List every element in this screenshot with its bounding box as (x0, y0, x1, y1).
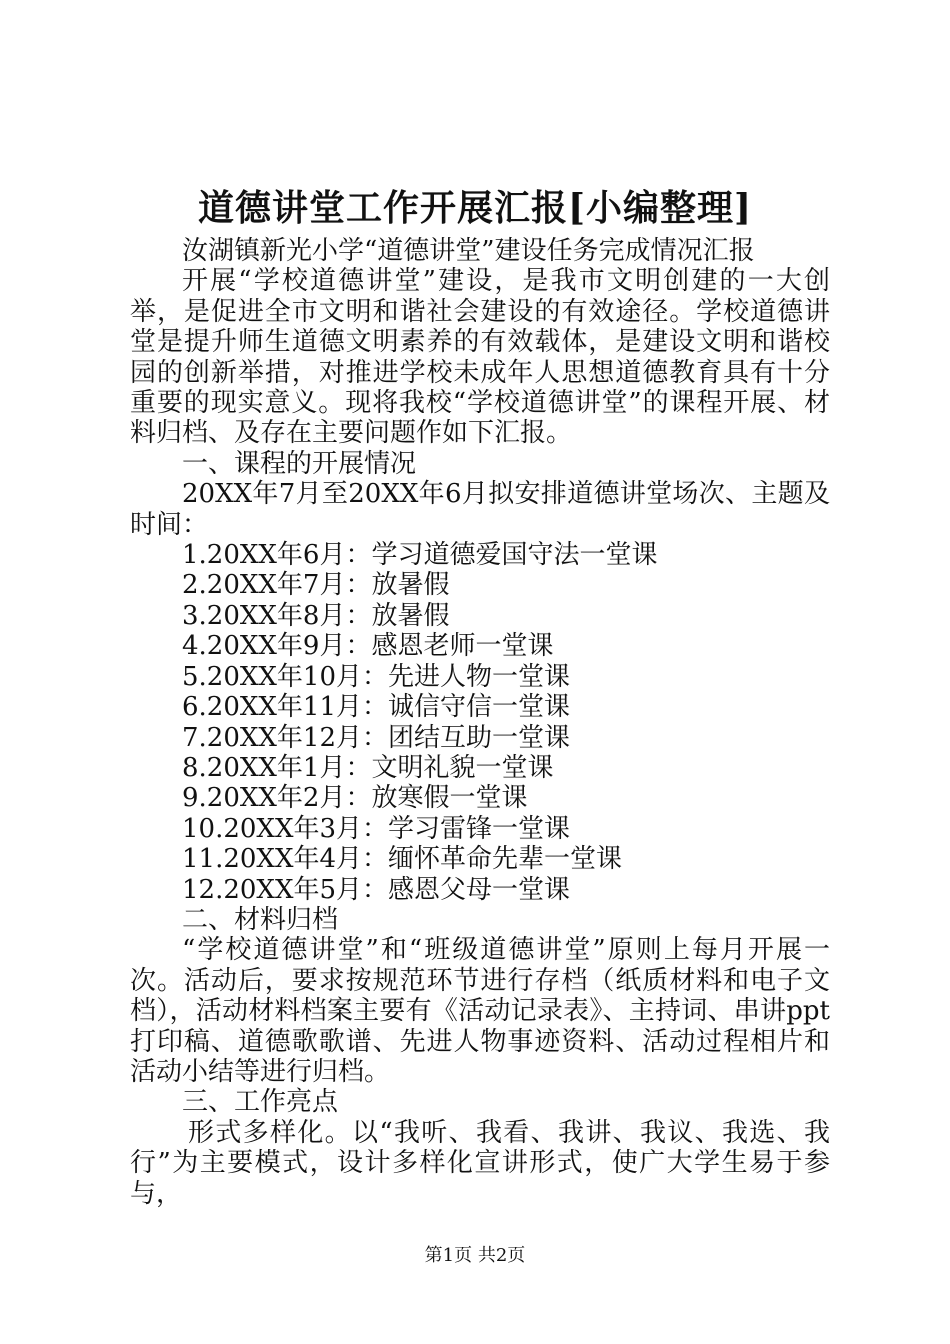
page-number-footer: 第1页 共2页 (424, 1245, 526, 1266)
schedule-item: 8.20XX年1月：文明礼貌一堂课 (182, 752, 554, 783)
highlights-paragraph: 形式多样化。以“我听、我看、我讲、我议、我选、我行”为主要模式，设计多样化宣讲形式，使广大学生易于参与， (130, 1117, 830, 1209)
schedule-item: 5.20XX年10月：先进人物一堂课 (182, 661, 570, 692)
schedule-item: 6.20XX年11月：诚信守信一堂课 (182, 692, 570, 723)
schedule-item: 1.20XX年6月：学习道德爱国守法一堂课 (182, 540, 658, 571)
intro-paragraph: 开展“学校道德讲堂”建设，是我市文明创建的一大创举，是促进全市文明和谐社会建设的有效途径。学校道德讲堂是提升师生道德文明素养的有效载体，是建设文明和谐校园的创新举措，对推进学校未成年人思想道德教育具有十分重要的现实意义。现将我校“学校道德讲堂”的课程开展、材料归档、及存在主要问题作如下汇报。 (130, 266, 830, 449)
schedule-item: 7.20XX年12月：团结互助一堂课 (182, 722, 570, 753)
schedule-item: 4.20XX年9月：感恩老师一堂课 (182, 631, 554, 662)
schedule-intro: 20XX年7月至20XX年6月拟安排道德讲堂场次、主题及时间： (130, 479, 830, 540)
schedule-item: 3.20XX年8月：放暑假 (182, 600, 450, 631)
schedule-item: 2.20XX年7月：放暑假 (182, 570, 450, 601)
section-heading-archive: 二、材料归档 (182, 904, 339, 935)
document-title: 道德讲堂工作开展汇报[小编整理] (197, 187, 753, 229)
document-body (130, 236, 830, 1209)
schedule-item: 12.20XX年5月：感恩父母一堂课 (182, 874, 570, 905)
report-subtitle: 汝湖镇新光小学“道德讲堂”建设任务完成情况汇报 (182, 236, 755, 266)
schedule-item: 10.20XX年3月：学习雷锋一堂课 (182, 813, 570, 844)
section-heading-courses: 一、课程的开展情况 (182, 448, 417, 479)
section-heading-highlights: 三、工作亮点 (182, 1087, 339, 1118)
schedule-item: 11.20XX年4月：缅怀革命先辈一堂课 (182, 844, 622, 875)
archive-paragraph: “学校道德讲堂”和“班级道德讲堂”原则上每月开展一次。活动后，要求按规范环节进行存档（纸质材料和电子文档），活动材料档案主要有《活动记录表》、主持词、串讲ppt打印稿、道德歌歌谱、先进人物事迹资料、活动过程相片和活动小结等进行归档。 (130, 935, 830, 1087)
schedule-item: 9.20XX年2月：放寒假一堂课 (182, 783, 528, 814)
